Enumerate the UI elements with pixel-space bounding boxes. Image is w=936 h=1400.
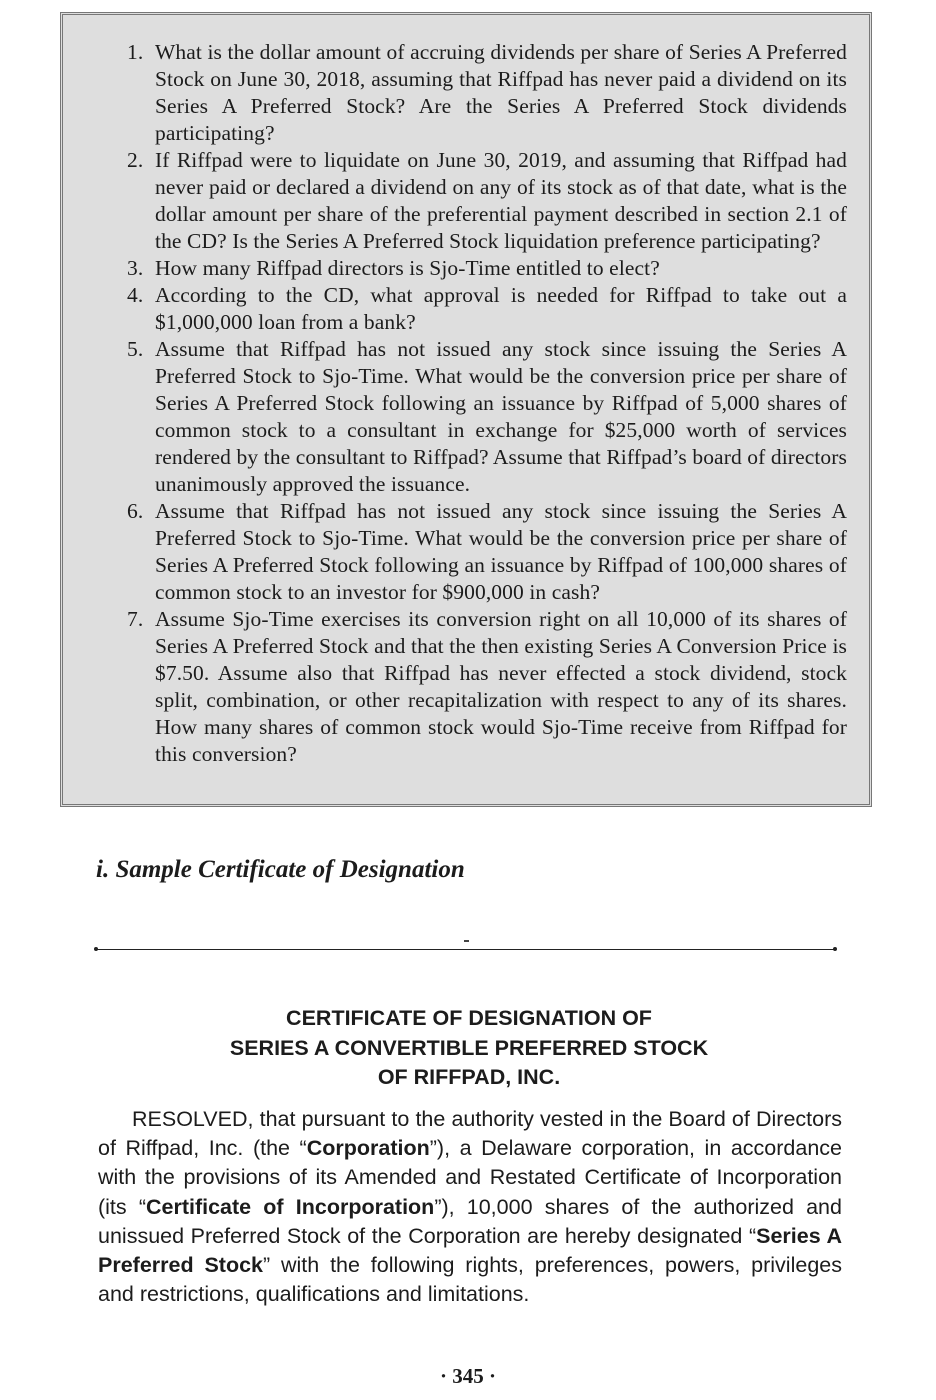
question-item [127, 39, 847, 147]
question-item [127, 336, 847, 498]
question-list [127, 39, 847, 768]
defined-term: Series A Preferred Stock [98, 1223, 842, 1278]
divider-endpoint [833, 947, 837, 951]
question-text: Assume that Riffpad has not issued any stock since issuing the Series A Preferred Stock to Sjo-Time. What would be the conversion price per share of Series A Preferred Stock following an issuance by Riffpad of 5,000 shares of common stock to a consultant in exchange for $25,000 worth of services rendered by the consultant to Riffpad? Assume that Riffpad’s board of directors unanimously approved the issuance. [155, 337, 847, 496]
question-text: What is the dollar amount of accruing dividends per share of Series A Preferred Stock on June 30, 2018, assuming that Riffpad has never paid a dividend on its Series A Preferred Stock? Are the Series A Preferred Stock dividends participating? [155, 40, 847, 145]
resolution-text: ”), a Delaware corporation, in accordance with the provisions of its Amended and Restated Certificate of Incorporation (its “ [98, 1136, 842, 1219]
divider-tick-mark [464, 940, 469, 942]
question-number: 2. [127, 148, 144, 172]
resolution-paragraph [98, 1105, 842, 1309]
question-text: How many Riffpad directors is Sjo-Time entitled to elect? [155, 256, 660, 280]
question-text: Assume Sjo-Time exercises its conversion right on all 10,000 of its shares of Series A Preferred Stock and that the then existing Series A Conversion Price is $7.50. Assume also that Riffpad has never effected a stock dividend, stock split, combination, or other recapitalization with respect to any of its shares. How many shares of common stock would Sjo-Time receive from Riffpad for this conversion? [155, 607, 847, 766]
resolution-text: ”), 10,000 shares of the authorized and unissued Preferred Stock of the Corporation are hereby designated “ [98, 1194, 842, 1248]
page-number: · 345 · [439, 1364, 496, 1388]
question-number: 7. [127, 607, 144, 631]
horizontal-divider [96, 949, 836, 950]
question-number: 5. [127, 337, 144, 361]
section-heading: i. Sample Certificate of Designation [96, 856, 465, 883]
certificate-title [96, 1004, 842, 1093]
defined-term: Certificate of Incorporation [145, 1194, 435, 1219]
question-text: Assume that Riffpad has not issued any stock since issuing the Series A Preferred Stock to Sjo-Time. What would be the conversion price per share of Series A Preferred Stock following an issuance by Riffpad of 100,000 shares of common stock to an investor for $900,000 in cash? [155, 499, 847, 604]
certificate-title-line: SERIES A CONVERTIBLE PREFERRED STOCK [229, 1035, 709, 1060]
question-number: 1. [127, 40, 144, 64]
discussion-questions-box [60, 12, 872, 807]
resolution-text: ” with the following rights, preferences, powers, privileges and restrictions, qualifications and limitations. [98, 1253, 842, 1307]
question-item [127, 147, 847, 255]
question-item [127, 282, 847, 336]
question-text: According to the CD, what approval is needed for Riffpad to take out a $1,000,000 loan from a bank? [155, 283, 847, 334]
question-number: 3. [127, 256, 144, 280]
question-number: 4. [127, 283, 144, 307]
question-item [127, 255, 847, 282]
resolution-text: RESOLVED, that pursuant to the authority vested in the Board of Directors of Riffpad, Inc. (the “ [98, 1107, 842, 1161]
question-item [127, 606, 847, 768]
question-number: 6. [127, 499, 144, 523]
defined-term: Corporation [306, 1136, 430, 1161]
certificate-title-line: CERTIFICATE OF DESIGNATION OF [286, 1006, 652, 1030]
certificate-title-line: OF RIFFPAD, INC. [377, 1065, 561, 1089]
question-text: If Riffpad were to liquidate on June 30, 2019, and assuming that Riffpad had never paid or declared a dividend on any of its stock as of that date, what is the dollar amount per share of the preferential payment described in section 2.1 of the CD? Is the Series A Preferred Stock liquidation preference participating? [155, 148, 847, 253]
question-item [127, 498, 847, 606]
divider-endpoint [94, 947, 98, 951]
